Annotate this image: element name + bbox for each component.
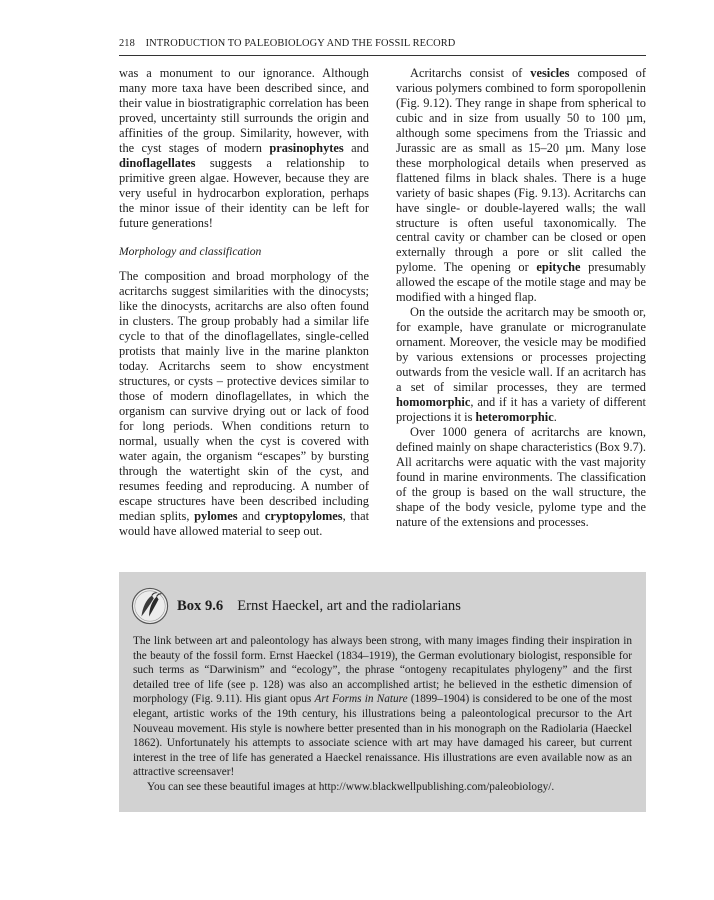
header-rule	[119, 55, 646, 56]
right-column	[396, 66, 646, 530]
box-9-6	[119, 572, 646, 812]
term-epityche: epityche	[536, 260, 581, 275]
term-cryptopylomes: cryptopylomes	[264, 508, 343, 523]
left-paragraph-1: was a monument to our ignorance. Although many more taxa have been described since, and their value in biostratigraphic correlation has been proved, uncertainty still surrounds the origin and affinities of the group. Similarity, however, with the cyst stages of modern prasinophytes and dinoflagellates suggests a relationship to primitive green algae. However, because they are very useful in hydrocarbon exploration, perhaps the minor issue of their identity can be left for future generations!	[119, 66, 369, 230]
chili-peppers-icon	[131, 587, 169, 625]
section-subheading: Morphology and classification	[119, 245, 262, 259]
left-paragraph-2: The composition and broad morphology of the acritarchs suggest similarities with the dinocysts; like the dinocysts, acritarchs are also often found in clusters. The group probably had a similar life cycle to that of the dinoflagellates, single-celled protists that mainly live in the marine plankton today. Acritarchs seem to show encystment structures, or cysts – protective devices similar to those of modern dinoflagellates, in which the organism can survive drying out or lack of food for long periods. When conditions return to normal, usually when the cyst is covered with water again, the organism “escapes” by bursting through the watertight skin of the cyst, and resumes feeding and reproducing. A number of escape structures have been described including median splits, pylomes and cryptopylomes, that would have allowed material to seep out.	[119, 269, 370, 538]
box-body	[133, 634, 632, 795]
box-title: Ernst Haeckel, art and the radiolarians	[237, 597, 461, 614]
page-number: 218	[119, 38, 135, 49]
term-pylomes: pylomes	[194, 508, 238, 523]
box-title-row	[131, 586, 461, 626]
term-prasinophytes: prasinophytes	[269, 140, 344, 155]
term-homomorphic: homomorphic	[396, 394, 471, 409]
book-title: Art Forms in Nature	[314, 693, 408, 706]
running-title: INTRODUCTION TO PALEOBIOLOGY AND THE FOSSIL RECORD	[145, 38, 456, 49]
term-heteromorphic: heteromorphic	[475, 409, 554, 424]
box-label: Box 9.6	[177, 597, 224, 614]
left-column	[119, 66, 369, 539]
box-paragraph-1: The link between art and paleontology has always been strong, with many images finding their inspiration in the beauty of the fossil form. Ernst Haeckel (1834–1919), the German evolutionary biologist, responsible for such terms as “Darwinism” and “ecology”, the phrase “ontogeny recapitulates phylogeny” and the first detailed tree of life (see p. 128) was also an accomplished artist; he believed in the esthetic dimension of morphology (Fig. 9.11). His giant opus Art Forms in Nature (1899–1904) is considered to be one of the most elegant, artistic works of the 19th century, his illustrations being a paleontological precursor to the Art Nouveau movement. His style is nowhere better presented than in his monograph on the Radiolaria (Haeckel 1862). Unfortunately his attempts to associate science with art may have damaged his career, but current interest in the tree of life has generated a Haeckel renaissance. His illustrations are even available now as an attractive screensaver!	[133, 635, 632, 779]
box-paragraph-2: You can see these beautiful images at http://www.blackwellpublishing.com/paleobiology/.	[147, 780, 555, 793]
right-paragraph-3: Over 1000 genera of acritarchs are known, defined mainly on shape characteristics (Box 9.7). All acritarchs were aquatic with the vast majority found in marine environments. The classification of the group is based on the wall structure, the shape of the body vesicle, pylome type and the nature of the extensions and processes.	[396, 424, 646, 529]
term-vesicles: vesicles	[530, 66, 570, 80]
right-paragraph-2: On the outside the acritarch may be smooth or, for example, have granulate or microgranulate ornament. Moreover, the vesicle may be modified by various extensions or processes projecting outwards from the vesicle wall. If an acritarch has a set of similar processes, they are termed homomorphic, and if it has a variety of different projections it is heteromorphic.	[396, 305, 646, 424]
running-head	[119, 38, 646, 49]
term-dinoflagellates: dinoflagellates	[119, 155, 196, 170]
right-paragraph-1: Acritarchs consist of vesicles composed of various polymers combined to form sporopollenin (Fig. 9.12). They range in shape from spherical to cubic and in size from usually 50 to 100 µm, although some specimens from the Triassic and Jurassic are as small as 15–20 µm. Many lose these morphological details when preserved as flattened films in black shales. There is a huge variety of basic shapes (Fig. 9.13). Acritarchs can have single- or double-layered walls; the wall structure is often useful taxonomically. The central cavity or chamber can be closed or open externally through a pore or slit called the pylome. The opening or epityche presumably allowed the escape of the motile stage and may be modified with a hinged flap.	[396, 66, 647, 305]
